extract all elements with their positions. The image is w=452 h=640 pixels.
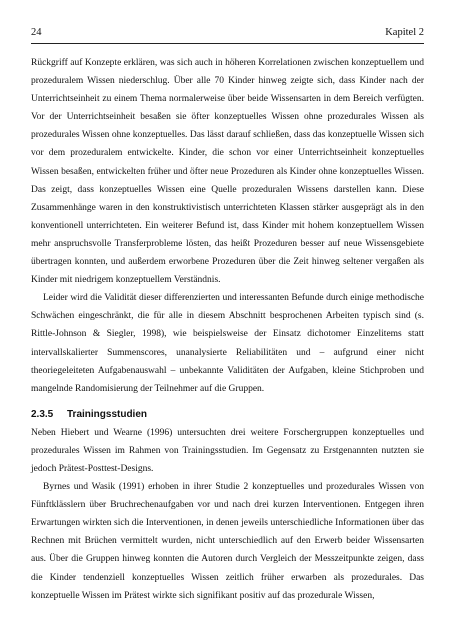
running-header <box>31 26 424 44</box>
paragraph-training-intro: Neben Hiebert und Wearne (1996) untersuchten drei weitere Forschergruppen konzeptuelles und prozedurales Wissen im Rahmen von Trainingsstudien. Im Gegensatz zu Erstgenannten nutzten sie jedoch Prätest-Posttest-Designs. <box>31 427 424 474</box>
paragraph-results: Rückgriff auf Konzepte erklären, was sich auch in höheren Korrelationen zwischen konzeptuellem und prozeduralem Wissen niederschlug. Über alle 70 Kinder hinweg zeigte sich, dass Kinder nach der Unterrichtseinheit zu einem Thema normalerweise über beide Wissensarten in dem Bereich verfügten. Vor der Unterrichtseinheit besaßen sie öfter konzeptuelles Wissen ohne prozedurales Wissen als prozedurales Wissen ohne konzeptuelles. Das lässt darauf schließen, dass das konzeptuelle Wissen sich vor dem prozeduralem entwickelte. Kinder, die schon vor einer Unterrichtseinheit konzeptuelles Wissen besaßen, entwickelten früher und öfter neue Prozeduren als Kinder ohne konzeptuelles Wissen. Das zeigt, dass konzeptuelles Wissen eine Quelle prozeduralen Wissens darstellen kann. Diese Zusammenhänge waren in den konstruktivistisch unterrichteten Klassen stärker ausgeprägt als in den konventionell unterrichteten. Ein weiterer Befund ist, dass Kinder mit hohem konzeptuellem Wissen mehr anspruchsvolle Transferprobleme lösten, das heißt Prozeduren besser auf neue Wissensgebiete übertragen konnten, und außerdem erworbene Prozeduren über die Zeit hinweg seltener vergaßen als Kinder mit niedrigem konzeptuellem Verständnis. <box>31 58 424 286</box>
section-heading <box>31 408 424 422</box>
section-title: Trainingsstudien <box>67 408 148 420</box>
section-number: 2.3.5 <box>31 408 54 420</box>
paragraph-byrnes-wasik: Byrnes und Wasik (1991) erhoben in ihrer Studie 2 konzeptuelles und prozedurales Wissen von Fünftklässlern über Bruchrechenaufgaben vor und nach drei kurzen Interventionen. Entgegen ihren Erwartungen wirkten sich die Interventionen, in denen jeweils unterschiedliche Informationen über das Rechnen mit Brüchen vermittelt wurden, nicht unterschiedlich auf den Erwerb beider Wissensarten aus. Über die Gruppen hinweg konnten die Autoren durch Vergleich der Messzeitpunkte zeigen, dass die Kinder tendenziell konzeptuelles Wissen zeitlich früher erwarben als prozedurales. Das konzeptuelle Wissen im Prätest wirkte sich signifikant positiv auf das prozedurale Wissen, <box>31 482 424 601</box>
paragraph-limitations: Leider wird die Validität dieser differenzierten und interessanten Befunde durch einige methodische Schwächen eingeschränkt, die für alle in diesem Abschnitt besprochenen Arbeiten typisch sind (s. Rittle-Johnson & Siegler, 1998), wie beispielsweise der Einsatz dichotomer Einzelitems statt intervallskalierter Summenscores, unanalysierte Reliabilitäten und – aufgrund einer nicht theoriegeleiteten Aufgabenauswahl – unbekannte Validitäten der Aufgaben, kleine Stichproben und mangelnde Randomisierung der Teilnehmer auf die Gruppen. <box>31 293 424 394</box>
chapter-title: Kapitel 2 <box>385 27 424 38</box>
document-page <box>31 26 424 605</box>
page-number: 24 <box>31 27 42 38</box>
